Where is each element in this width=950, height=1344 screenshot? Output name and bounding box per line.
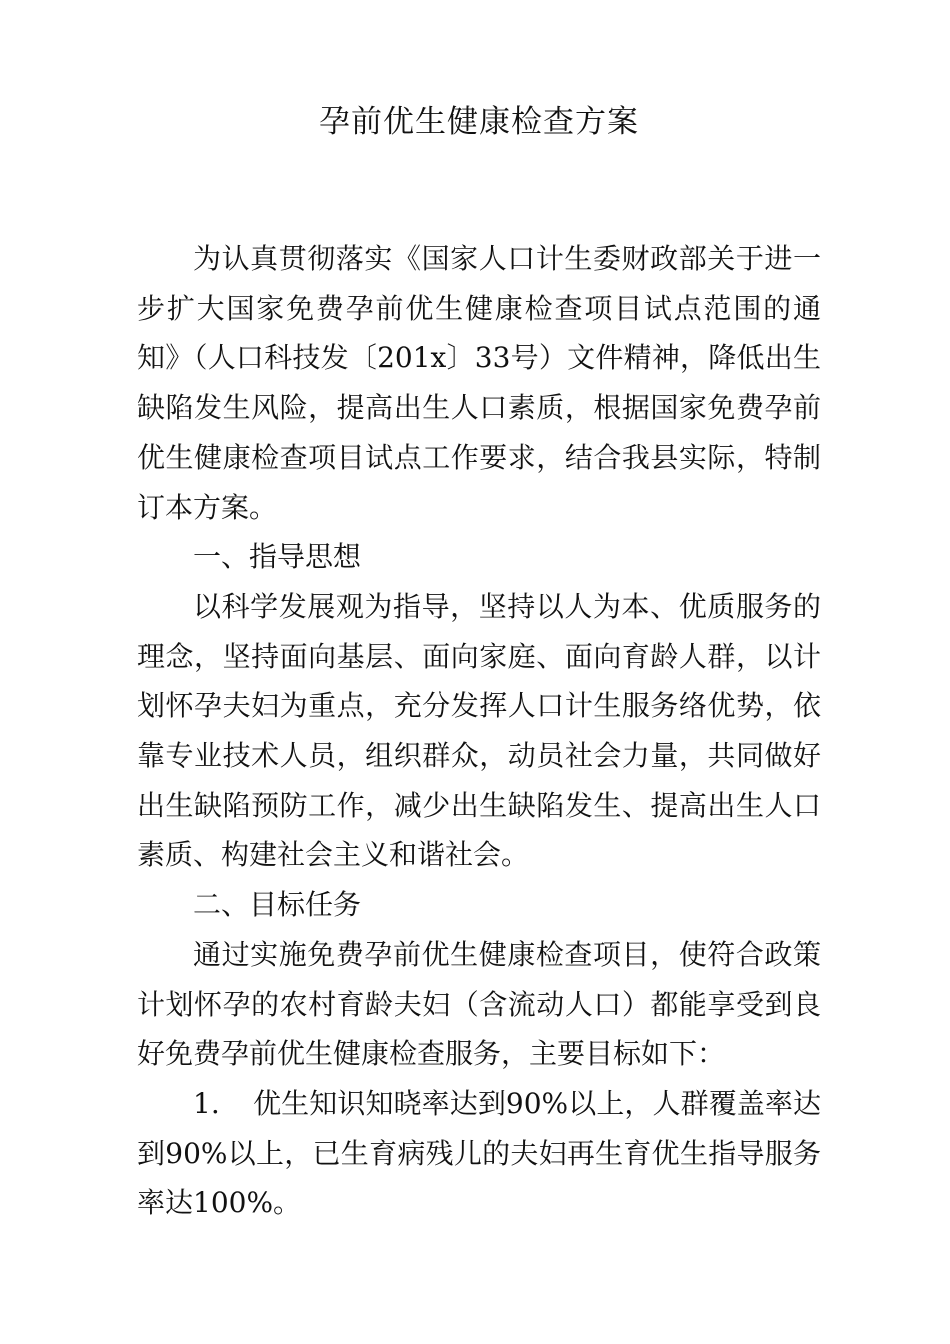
list-item-number: 1. <box>193 1086 220 1120</box>
document-page <box>137 96 821 1228</box>
section-heading-goals: 二、目标任务 <box>193 888 362 922</box>
section-body-guiding-ideology: 以科学发展观为指导，坚持以人为本、优质服务的理念，坚持面向基层、面向家庭、面向育龄人群，以计划怀孕夫妇为重点，充分发挥人口计生服务络优势，依靠专业技术人员，组织群众，动员社会力量，共同做好出生缺陷预防工作，减少出生缺陷发生、提高出生人口素质、构建社会主义和谐社会。 <box>137 589 821 872</box>
list-item-text: 优生知识知晓率达到90%以上，人群覆盖率达到90%以上，已生育病残儿的夫妇再生育优生指导服务率达100%。 <box>137 1086 821 1220</box>
list-item <box>137 1079 821 1228</box>
intro-paragraph: 为认真贯彻落实《国家人口计生委财政部关于进一步扩大国家免费孕前优生健康检查项目试点范围的通知》（人口科技发〔201x〕33号）文件精神，降低出生缺陷发生风险，提高出生人口素质，根据国家免费孕前优生健康检查项目试点工作要求，结合我县实际，特制订本方案。 <box>137 242 821 524</box>
document-title: 孕前优生健康检查方案 <box>319 104 639 140</box>
section-body-goals: 通过实施免费孕前优生健康检查项目，使符合政策计划怀孕的农村育龄夫妇（含流动人口）都能享受到良好免费孕前优生健康检查服务，主要目标如下： <box>137 937 821 1071</box>
section-heading-guiding-ideology: 一、指导思想 <box>193 540 362 574</box>
